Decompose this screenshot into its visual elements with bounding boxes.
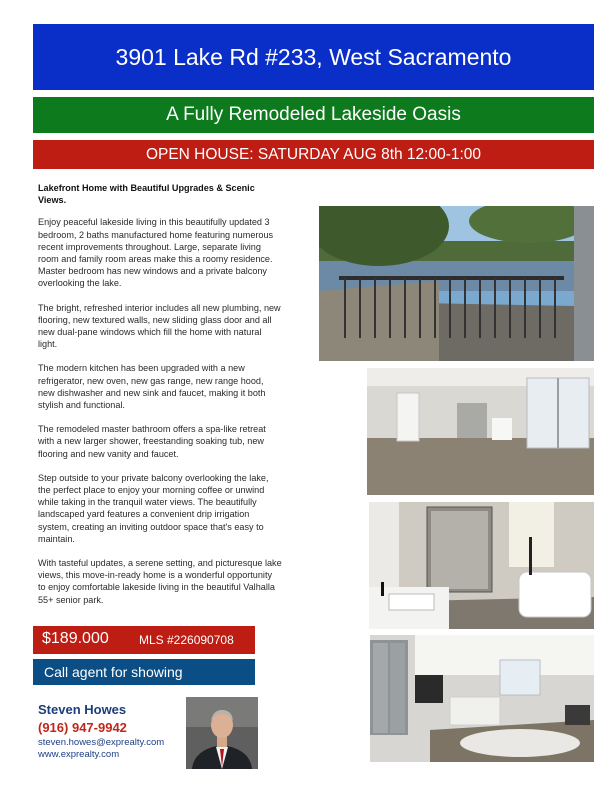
mls-number: MLS #226090708 [139, 633, 234, 647]
bathroom-photo [369, 502, 594, 629]
agent-phone: (916) 947-9942 [38, 720, 127, 735]
agent-name: Steven Howes [38, 702, 127, 717]
living-room-photo [367, 368, 594, 495]
call-agent-text: Call agent for showing [44, 664, 183, 680]
kitchen-photo [370, 635, 594, 762]
description-paragraph: Enjoy peaceful lakeside living in this beautifully updated 3 bedroom, 2 baths manufactured home featuring numerous recent improvements throughout. Large, separate living room and family room areas make this a roomy residence. Master bedroom has new windows and a private balcony overlooking the lake. [38, 217, 274, 289]
call-agent-banner [33, 659, 255, 685]
description-heading: Lakefront Home with Beautiful Upgrades & Scenic Views. [38, 183, 255, 206]
agent-website: www.exprealty.com [38, 749, 120, 760]
description-paragraph: With tasteful updates, a serene setting, and picturesque lake views, this move-in-ready home is a wonderful opportunity to enjoy comfortable lakeside living in the beautiful Valhalla 55+ senior park. [38, 558, 282, 605]
tagline-text: A Fully Remodeled Lakeside Oasis [166, 104, 461, 125]
description-paragraph: The modern kitchen has been upgraded with a new refrigerator, new oven, new gas range, new range hood, new dishwasher and new sink and faucet, making it both stylish and functional. [38, 363, 266, 411]
description-paragraph: The bright, refreshed interior includes all new plumbing, new flooring, new textured walls, new sliding glass door and all new dual-pane windows which fill the home with natural light. [38, 302, 281, 350]
open-house-text: OPEN HOUSE: SATURDAY AUG 8th 12:00-1:00 [145, 146, 482, 163]
agent-contact [38, 701, 164, 761]
description-paragraph: Step outside to your private balcony overlooking the lake, the perfect place to enjoy your morning coffee or unwind while taking in the tranquil water views. The beautifully landscaped yard features a convenient drip irrigation system, creating an inviting outdoor space that's easy to maintain. [38, 472, 269, 544]
description-paragraph: The remodeled master bathroom offers a spa-like retreat with a new larger shower, freestanding soaking tub, new flooring and new vanity and faucet. [38, 424, 266, 459]
agent-email: steven.howes@exprealty.com [38, 737, 165, 748]
address-title: 3901 Lake Rd #233, West Sacramento [115, 44, 512, 70]
address-banner [33, 24, 594, 90]
balcony-lake-photo [319, 206, 594, 361]
price-banner [33, 626, 255, 654]
agent-portrait [186, 697, 258, 769]
listing-price: $189.000 [42, 630, 109, 647]
open-house-banner [33, 140, 594, 169]
tagline-banner [33, 97, 594, 133]
description-column [38, 182, 282, 618]
